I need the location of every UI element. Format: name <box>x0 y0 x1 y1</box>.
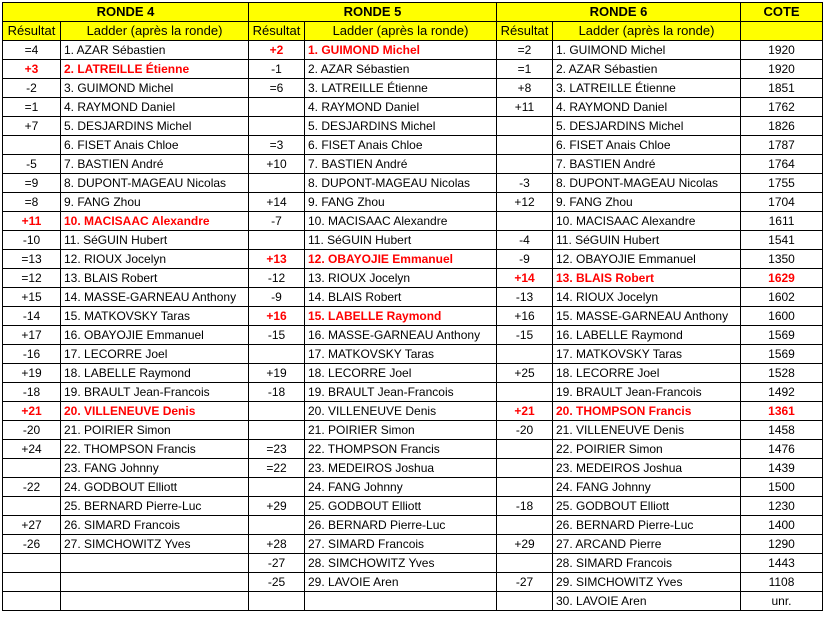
round-6-result: +21 <box>497 402 553 421</box>
round-4-result: =8 <box>3 193 61 212</box>
round-4-result: +21 <box>3 402 61 421</box>
round-6-result: -4 <box>497 231 553 250</box>
table-row <box>3 326 823 345</box>
table-row <box>3 478 823 497</box>
table-row <box>3 402 823 421</box>
table-row <box>3 193 823 212</box>
round-6-result-header: Résultat <box>497 22 553 41</box>
round-4-result: +24 <box>3 440 61 459</box>
round-4-result: -22 <box>3 478 61 497</box>
round-6-player: 1. GUIMOND Michel <box>553 41 741 60</box>
round-6-player: 10. MACISAAC Alexandre <box>553 212 741 231</box>
table-row <box>3 573 823 592</box>
round-6-result: -27 <box>497 573 553 592</box>
round-6-player: 15. MASSE-GARNEAU Anthony <box>553 307 741 326</box>
round-4-header: RONDE 4 <box>3 3 249 22</box>
table-row <box>3 60 823 79</box>
round-5-player: 12. OBAYOJIE Emmanuel <box>305 250 497 269</box>
cote-value: 1600 <box>741 307 823 326</box>
cote-value: 1458 <box>741 421 823 440</box>
round-5-player: 6. FISET Anais Chloe <box>305 136 497 155</box>
table-row <box>3 364 823 383</box>
round-6-result: +8 <box>497 79 553 98</box>
round-5-result: -9 <box>249 288 305 307</box>
table-row <box>3 231 823 250</box>
round-5-result: -12 <box>249 269 305 288</box>
round-5-result: -1 <box>249 60 305 79</box>
round-header-row <box>3 3 823 22</box>
round-4-player: 16. OBAYOJIE Emmanuel <box>61 326 249 345</box>
cote-value: 1569 <box>741 326 823 345</box>
round-5-player: 8. DUPONT-MAGEAU Nicolas <box>305 174 497 193</box>
round-4-ladder-header: Ladder (après la ronde) <box>61 22 249 41</box>
round-6-result: +12 <box>497 193 553 212</box>
round-5-result: +2 <box>249 41 305 60</box>
round-4-result <box>3 497 61 516</box>
round-5-result: +10 <box>249 155 305 174</box>
round-4-player: 26. SIMARD Francois <box>61 516 249 535</box>
round-6-result <box>497 554 553 573</box>
round-6-result: +16 <box>497 307 553 326</box>
round-5-player: 21. POIRIER Simon <box>305 421 497 440</box>
round-5-player: 13. RIOUX Jocelyn <box>305 269 497 288</box>
round-5-player: 24. FANG Johnny <box>305 478 497 497</box>
round-4-player: 19. BRAULT Jean-Francois <box>61 383 249 402</box>
round-4-result <box>3 592 61 611</box>
round-5-result <box>249 421 305 440</box>
round-5-player: 18. LECORRE Joel <box>305 364 497 383</box>
round-5-result <box>249 117 305 136</box>
table-row <box>3 497 823 516</box>
round-5-result: =3 <box>249 136 305 155</box>
round-5-player: 28. SIMCHOWITZ Yves <box>305 554 497 573</box>
table-row <box>3 250 823 269</box>
round-4-player: 18. LABELLE Raymond <box>61 364 249 383</box>
round-6-result: -18 <box>497 497 553 516</box>
round-5-result: +13 <box>249 250 305 269</box>
round-6-player: 16. LABELLE Raymond <box>553 326 741 345</box>
round-4-result: =12 <box>3 269 61 288</box>
cote-value: 1920 <box>741 41 823 60</box>
round-5-result: +19 <box>249 364 305 383</box>
table-row <box>3 592 823 611</box>
round-5-result: =22 <box>249 459 305 478</box>
round-6-result: =1 <box>497 60 553 79</box>
round-4-player: 10. MACISAAC Alexandre <box>61 212 249 231</box>
round-5-player: 26. BERNARD Pierre-Luc <box>305 516 497 535</box>
round-4-player: 22. THOMPSON Francis <box>61 440 249 459</box>
round-5-result-header: Résultat <box>249 22 305 41</box>
round-6-player: 6. FISET Anais Chloe <box>553 136 741 155</box>
round-6-player: 22. POIRIER Simon <box>553 440 741 459</box>
round-5-player: 4. RAYMOND Daniel <box>305 98 497 117</box>
cote-header: COTE <box>741 3 823 22</box>
round-4-result: +27 <box>3 516 61 535</box>
round-6-result <box>497 459 553 478</box>
round-6-player: 20. THOMPSON Francis <box>553 402 741 421</box>
round-5-player: 7. BASTIEN André <box>305 155 497 174</box>
round-6-player: 7. BASTIEN André <box>553 155 741 174</box>
round-6-result: -20 <box>497 421 553 440</box>
round-5-player: 23. MEDEIROS Joshua <box>305 459 497 478</box>
round-5-player: 20. VILLENEUVE Denis <box>305 402 497 421</box>
table-row <box>3 459 823 478</box>
round-4-result: +11 <box>3 212 61 231</box>
round-5-player: 14. BLAIS Robert <box>305 288 497 307</box>
round-6-result: -15 <box>497 326 553 345</box>
round-5-player: 1. GUIMOND Michel <box>305 41 497 60</box>
cote-value: 1400 <box>741 516 823 535</box>
round-5-result <box>249 231 305 250</box>
round-5-result: +14 <box>249 193 305 212</box>
round-4-result <box>3 136 61 155</box>
round-5-player: 16. MASSE-GARNEAU Anthony <box>305 326 497 345</box>
table-row <box>3 212 823 231</box>
round-6-result <box>497 478 553 497</box>
round-6-result: +25 <box>497 364 553 383</box>
round-5-result: -25 <box>249 573 305 592</box>
round-5-player: 10. MACISAAC Alexandre <box>305 212 497 231</box>
table-row <box>3 174 823 193</box>
cote-value: 1569 <box>741 345 823 364</box>
round-6-player: 3. LATREILLE Étienne <box>553 79 741 98</box>
round-6-result <box>497 345 553 364</box>
round-6-player: 18. LECORRE Joel <box>553 364 741 383</box>
table-row <box>3 440 823 459</box>
cote-value: unr. <box>741 592 823 611</box>
cote-value: 1439 <box>741 459 823 478</box>
round-4-result: -14 <box>3 307 61 326</box>
round-4-player: 3. GUIMOND Michel <box>61 79 249 98</box>
cote-value: 1350 <box>741 250 823 269</box>
table-row <box>3 117 823 136</box>
round-4-player: 2. LATREILLE Étienne <box>61 60 249 79</box>
round-4-player: 20. VILLENEUVE Denis <box>61 402 249 421</box>
cote-value: 1500 <box>741 478 823 497</box>
round-4-result: +15 <box>3 288 61 307</box>
round-6-player: 27. ARCAND Pierre <box>553 535 741 554</box>
cote-value: 1528 <box>741 364 823 383</box>
round-4-player <box>61 573 249 592</box>
round-5-result: +28 <box>249 535 305 554</box>
table-row <box>3 136 823 155</box>
round-4-player: 4. RAYMOND Daniel <box>61 98 249 117</box>
cote-value: 1787 <box>741 136 823 155</box>
cote-value: 1611 <box>741 212 823 231</box>
table-row <box>3 41 823 60</box>
round-6-result <box>497 155 553 174</box>
round-5-player: 19. BRAULT Jean-Francois <box>305 383 497 402</box>
round-5-result: -7 <box>249 212 305 231</box>
round-6-result <box>497 383 553 402</box>
round-5-player: 11. SéGUIN Hubert <box>305 231 497 250</box>
round-5-result: -18 <box>249 383 305 402</box>
round-4-result: -5 <box>3 155 61 174</box>
round-5-player: 22. THOMPSON Francis <box>305 440 497 459</box>
round-5-player: 29. LAVOIE Aren <box>305 573 497 592</box>
round-6-ladder-header: Ladder (après la ronde) <box>553 22 741 41</box>
round-6-result: +11 <box>497 98 553 117</box>
round-6-player: 23. MEDEIROS Joshua <box>553 459 741 478</box>
table-row <box>3 288 823 307</box>
round-4-player: 8. DUPONT-MAGEAU Nicolas <box>61 174 249 193</box>
cote-value: 1704 <box>741 193 823 212</box>
cote-value: 1541 <box>741 231 823 250</box>
round-6-result <box>497 136 553 155</box>
round-5-player: 15. LABELLE Raymond <box>305 307 497 326</box>
column-header-row <box>3 22 823 41</box>
standings-body <box>3 41 823 611</box>
round-4-player: 21. POIRIER Simon <box>61 421 249 440</box>
table-row <box>3 98 823 117</box>
table-row <box>3 79 823 98</box>
round-5-result <box>249 478 305 497</box>
standings-table <box>2 2 823 611</box>
round-4-result: +3 <box>3 60 61 79</box>
round-6-player: 26. BERNARD Pierre-Luc <box>553 516 741 535</box>
round-4-result: -26 <box>3 535 61 554</box>
round-5-result <box>249 174 305 193</box>
round-5-result: =23 <box>249 440 305 459</box>
round-6-player: 11. SéGUIN Hubert <box>553 231 741 250</box>
round-4-result: +19 <box>3 364 61 383</box>
round-4-result <box>3 573 61 592</box>
cote-value: 1602 <box>741 288 823 307</box>
round-6-result: +29 <box>497 535 553 554</box>
round-5-player: 17. MATKOVSKY Taras <box>305 345 497 364</box>
round-4-player: 27. SIMCHOWITZ Yves <box>61 535 249 554</box>
round-5-result: =6 <box>249 79 305 98</box>
round-4-result: =1 <box>3 98 61 117</box>
round-4-player: 25. BERNARD Pierre-Luc <box>61 497 249 516</box>
cote-subheader <box>741 22 823 41</box>
round-6-player: 14. RIOUX Jocelyn <box>553 288 741 307</box>
round-6-player: 12. OBAYOJIE Emmanuel <box>553 250 741 269</box>
round-6-player: 2. AZAR Sébastien <box>553 60 741 79</box>
round-4-player: 17. LECORRE Joel <box>61 345 249 364</box>
round-4-result: -2 <box>3 79 61 98</box>
cote-value: 1108 <box>741 573 823 592</box>
cote-value: 1851 <box>741 79 823 98</box>
round-5-result: +16 <box>249 307 305 326</box>
round-4-player: 23. FANG Johnny <box>61 459 249 478</box>
round-5-player: 27. SIMARD Francois <box>305 535 497 554</box>
round-5-result <box>249 592 305 611</box>
cote-value: 1443 <box>741 554 823 573</box>
round-4-player: 15. MATKOVSKY Taras <box>61 307 249 326</box>
round-6-player: 30. LAVOIE Aren <box>553 592 741 611</box>
round-5-result <box>249 516 305 535</box>
table-row <box>3 345 823 364</box>
round-5-result <box>249 402 305 421</box>
round-6-result: =2 <box>497 41 553 60</box>
round-4-result: +17 <box>3 326 61 345</box>
round-6-result <box>497 212 553 231</box>
round-4-result: -16 <box>3 345 61 364</box>
round-5-player <box>305 592 497 611</box>
round-6-result: -3 <box>497 174 553 193</box>
round-4-result: =4 <box>3 41 61 60</box>
round-5-result <box>249 345 305 364</box>
round-4-player: 6. FISET Anais Chloe <box>61 136 249 155</box>
round-4-player: 5. DESJARDINS Michel <box>61 117 249 136</box>
round-6-player: 9. FANG Zhou <box>553 193 741 212</box>
round-6-player: 24. FANG Johnny <box>553 478 741 497</box>
cote-value: 1629 <box>741 269 823 288</box>
round-4-result: -10 <box>3 231 61 250</box>
round-5-result: -27 <box>249 554 305 573</box>
round-6-player: 19. BRAULT Jean-Francois <box>553 383 741 402</box>
round-4-player: 9. FANG Zhou <box>61 193 249 212</box>
round-5-result: -15 <box>249 326 305 345</box>
round-5-player: 3. LATREILLE Étienne <box>305 79 497 98</box>
round-5-player: 25. GODBOUT Elliott <box>305 497 497 516</box>
round-6-player: 21. VILLENEUVE Denis <box>553 421 741 440</box>
cote-value: 1361 <box>741 402 823 421</box>
round-4-player: 24. GODBOUT Elliott <box>61 478 249 497</box>
round-4-player: 11. SéGUIN Hubert <box>61 231 249 250</box>
round-6-player: 8. DUPONT-MAGEAU Nicolas <box>553 174 741 193</box>
round-4-player: 13. BLAIS Robert <box>61 269 249 288</box>
round-4-result <box>3 459 61 478</box>
round-5-player: 2. AZAR Sébastien <box>305 60 497 79</box>
round-6-player: 29. SIMCHOWITZ Yves <box>553 573 741 592</box>
round-6-player: 28. SIMARD Francois <box>553 554 741 573</box>
round-6-player: 13. BLAIS Robert <box>553 269 741 288</box>
table-row <box>3 516 823 535</box>
round-4-result-header: Résultat <box>3 22 61 41</box>
table-row <box>3 421 823 440</box>
table-row <box>3 535 823 554</box>
round-4-result: +7 <box>3 117 61 136</box>
cote-value: 1762 <box>741 98 823 117</box>
round-5-player: 9. FANG Zhou <box>305 193 497 212</box>
round-4-player: 7. BASTIEN André <box>61 155 249 174</box>
round-6-result: +14 <box>497 269 553 288</box>
table-row <box>3 383 823 402</box>
round-5-result <box>249 98 305 117</box>
round-6-result <box>497 516 553 535</box>
cote-value: 1764 <box>741 155 823 174</box>
round-4-result <box>3 554 61 573</box>
table-row <box>3 269 823 288</box>
round-4-player <box>61 592 249 611</box>
cote-value: 1230 <box>741 497 823 516</box>
round-6-player: 17. MATKOVSKY Taras <box>553 345 741 364</box>
round-6-player: 25. GODBOUT Elliott <box>553 497 741 516</box>
round-4-player: 1. AZAR Sébastien <box>61 41 249 60</box>
table-row <box>3 155 823 174</box>
cote-value: 1755 <box>741 174 823 193</box>
round-6-player: 5. DESJARDINS Michel <box>553 117 741 136</box>
cote-value: 1290 <box>741 535 823 554</box>
round-4-result: =13 <box>3 250 61 269</box>
round-6-player: 4. RAYMOND Daniel <box>553 98 741 117</box>
round-5-result: +29 <box>249 497 305 516</box>
round-4-player <box>61 554 249 573</box>
cote-value: 1492 <box>741 383 823 402</box>
cote-value: 1920 <box>741 60 823 79</box>
round-5-ladder-header: Ladder (après la ronde) <box>305 22 497 41</box>
round-4-result: -20 <box>3 421 61 440</box>
table-row <box>3 307 823 326</box>
cote-value: 1476 <box>741 440 823 459</box>
round-6-result: -9 <box>497 250 553 269</box>
round-6-result <box>497 117 553 136</box>
table-row <box>3 554 823 573</box>
round-6-header: RONDE 6 <box>497 3 741 22</box>
round-4-result: =9 <box>3 174 61 193</box>
round-5-player: 5. DESJARDINS Michel <box>305 117 497 136</box>
cote-value: 1826 <box>741 117 823 136</box>
round-4-player: 12. RIOUX Jocelyn <box>61 250 249 269</box>
round-4-player: 14. MASSE-GARNEAU Anthony <box>61 288 249 307</box>
round-6-result: -13 <box>497 288 553 307</box>
round-4-result: -18 <box>3 383 61 402</box>
round-6-result <box>497 440 553 459</box>
round-5-header: RONDE 5 <box>249 3 497 22</box>
round-6-result <box>497 592 553 611</box>
